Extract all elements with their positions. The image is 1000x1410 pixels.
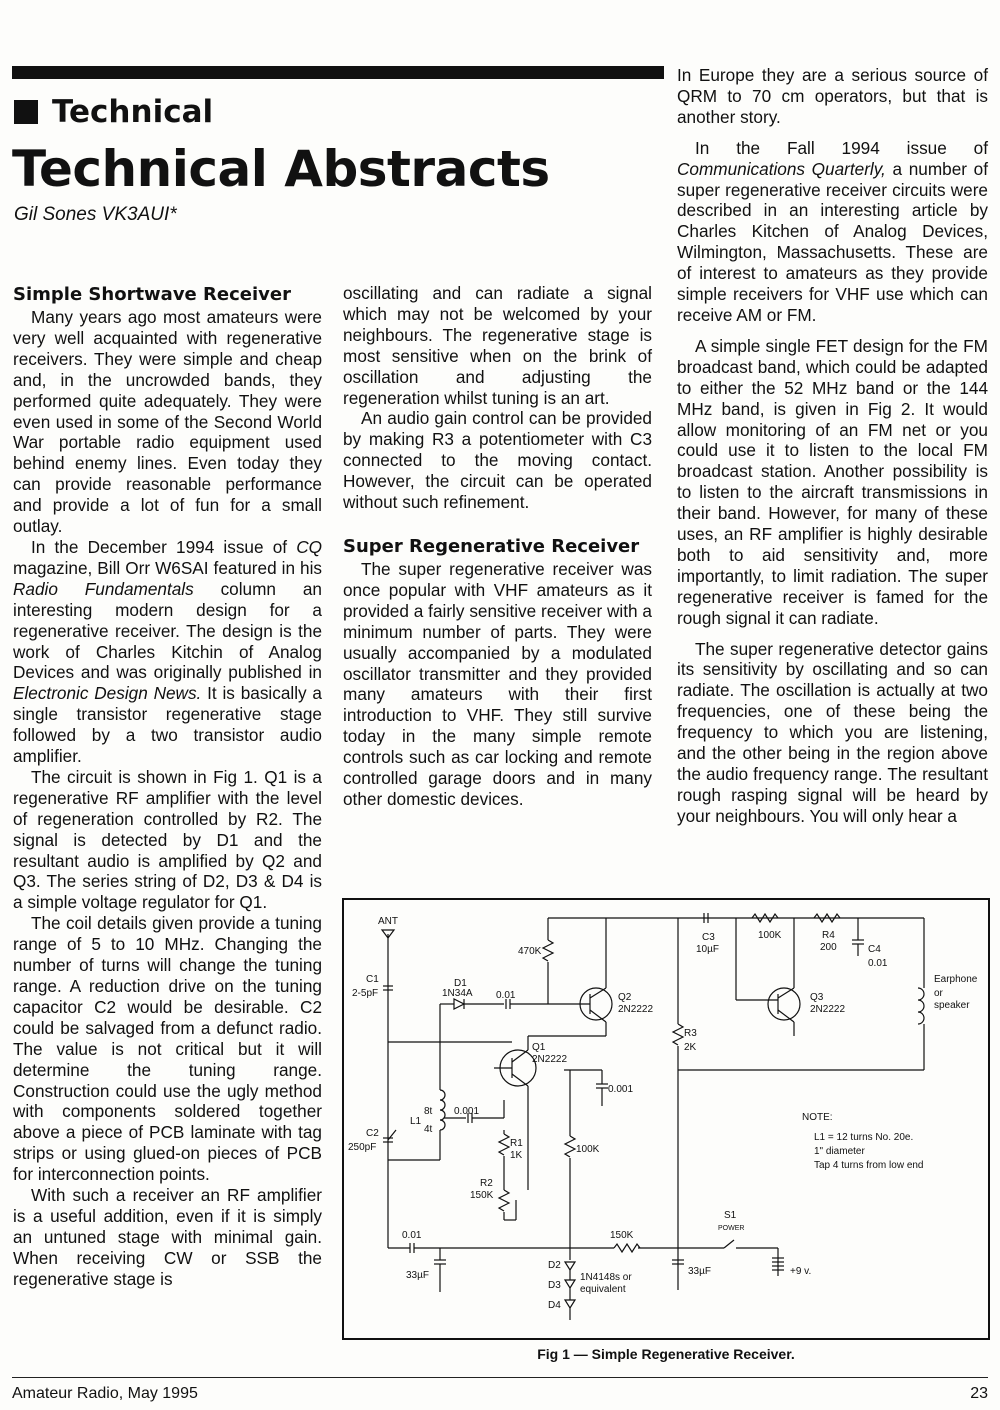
schematic-figure [342, 898, 990, 1340]
svg-text:2-5pF: 2-5pF [352, 988, 379, 999]
svg-text:33µF: 33µF [688, 1266, 711, 1277]
svg-text:470K: 470K [518, 946, 542, 957]
svg-text:200: 200 [820, 942, 837, 953]
svg-text:L1: L1 [410, 1116, 422, 1127]
footer-rule [12, 1377, 988, 1378]
svg-text:0.01: 0.01 [402, 1230, 422, 1241]
svg-text:Earphone: Earphone [934, 974, 978, 985]
heading-simple-shortwave-receiver: Simple Shortwave Receiver [13, 284, 291, 305]
svg-text:Q2: Q2 [618, 992, 632, 1003]
svg-text:1" diameter: 1" diameter [814, 1146, 865, 1157]
svg-text:R3: R3 [684, 1028, 697, 1039]
footer-publication: Amateur Radio, May 1995 [12, 1385, 198, 1402]
paragraph: oscillating and can radiate a signal which may not be welcomed by your neighbours. The regenerative stage is most sensitive when on the brink of oscillation and adjusting the regeneration whilst tuning is an art. [343, 283, 652, 408]
svg-text:2N2222: 2N2222 [532, 1054, 568, 1065]
paragraph: The coil details given provide a tuning range of 5 to 10 MHz. Changing the number of turns will change the tuning range. A reduction drive on the tuning capacitor C2 would be desirable. C2 could be salvaged from a defunct radio. The value is not critical but it will determine the tuning range. Construction could use the ugly method with components soldered together above a piece of PCB laminate with tag strips or using glued-on pieces of PCB for interconnection points. [13, 913, 322, 1185]
svg-text:0.001: 0.001 [454, 1106, 480, 1117]
page-title: Technical Abstracts [12, 140, 550, 198]
paragraph: Many years ago most amateurs were very well acquainted with regenerative receivers. They were simple and cheap and, in the uncrowded bands, they performed quite adequately. They were even used in some of the Second World War portable radio equipment used behind enemy lines. Even today they can provide reasonable performance and provide a lot of fun for a small outlay. [13, 307, 322, 537]
svg-text:10µF: 10µF [696, 944, 719, 955]
column-2 [343, 283, 652, 810]
paragraph: A simple single FET design for the FM broadcast band, which could be adapted to either the 52 MHz band or the 144 MHz band, is given in Fig 2. It would allow monitoring of an FM net or you could use it to listen to the local FM broadcast station. Another possibility is to listen to the aircraft transmissions in their band. However, for many of these uses, an RF amplifier is highly desirable both to aid sensitivity and, more importantly, to limit radiation. The super regenerative receiver is famed for the rough signal it can radiate. [677, 335, 988, 628]
svg-text:100K: 100K [576, 1144, 600, 1155]
column-3 [677, 65, 988, 827]
svg-text:Q1: Q1 [532, 1042, 546, 1053]
svg-text:ANT: ANT [378, 916, 398, 927]
svg-text:or: or [934, 988, 943, 999]
svg-text:C3: C3 [702, 932, 715, 943]
svg-text:4t: 4t [424, 1124, 433, 1135]
svg-text:2N2222: 2N2222 [810, 1004, 846, 1015]
paragraph: The super regenerative detector gains its sensitivity by oscillating and so can radiate. The oscillation is actually at two frequencies, one of these being the frequency to which you are listening, and the other being in the region above the audio frequency range. The resultant rough rasping signal will be heard by your neighbours. You will only hear a [677, 638, 988, 826]
svg-text:2K: 2K [684, 1042, 697, 1053]
figure-caption: Fig 1 — Simple Regenerative Receiver. [537, 1346, 795, 1362]
svg-text:speaker: speaker [934, 1000, 970, 1011]
svg-text:POWER: POWER [718, 1225, 745, 1232]
svg-text:Tap 4 turns from low end: Tap 4 turns from low end [814, 1160, 924, 1171]
svg-text:C1: C1 [366, 974, 379, 985]
svg-text:L1 = 12 turns No. 20e.: L1 = 12 turns No. 20e. [814, 1132, 914, 1143]
svg-text:C2: C2 [366, 1128, 379, 1139]
svg-text:D2: D2 [548, 1260, 561, 1271]
svg-text:R2: R2 [480, 1178, 493, 1189]
header-rule [12, 66, 664, 79]
paragraph: In the Fall 1994 issue of Communications Quarterly, a number of super regenerative receiver circuits were described in an interesting article by Charles Kitchen of Analog Devices, Wilmington, Massachusetts. These are of interest to amateurs as they provide simple receivers for VHF use which can receive AM or FM. [677, 137, 988, 325]
author-byline: Gil Sones VK3AUI* [14, 204, 177, 225]
svg-text:250pF: 250pF [348, 1142, 377, 1153]
svg-text:C4: C4 [868, 944, 881, 955]
svg-text:0.01: 0.01 [868, 958, 888, 969]
svg-text:1N4148s or: 1N4148s or [580, 1272, 632, 1283]
column-1 [13, 283, 322, 1290]
svg-text:D3: D3 [548, 1280, 561, 1291]
svg-text:equivalent: equivalent [580, 1284, 626, 1295]
svg-text:R4: R4 [822, 930, 835, 941]
square-bullet-icon [14, 100, 38, 124]
paragraph: The super regenerative receiver was once popular with VHF amateurs as it provided a fairly sensitive receiver with a minimum number of parts. They were usually accompanied by a modulated oscillator transmitter and they provided many amateurs with their first introduction to VHF. They still survive today in the many simple remote controls such as car locking and remote controlled garage doors and in many other domestic devices. [343, 558, 652, 809]
section-label: Technical [52, 94, 214, 130]
svg-text:2N2222: 2N2222 [618, 1004, 654, 1015]
svg-text:D4: D4 [548, 1300, 561, 1311]
svg-text:+9 v.: +9 v. [790, 1266, 812, 1277]
svg-text:D1: D1 [454, 978, 467, 989]
paragraph: In the December 1994 issue of CQ magazine, Bill Orr W6SAI featured in his Radio Fundamentals column an interesting modern design for a regenerative receiver. The design is the work of Charles Kitchin of Analog Devices and was originally published in Electronic Design News. It is basically a single transistor regenerative stage followed by a two transistor audio amplifier. [13, 536, 322, 767]
svg-text:8t: 8t [424, 1106, 433, 1117]
svg-text:0.001: 0.001 [608, 1084, 634, 1095]
svg-text:1K: 1K [510, 1150, 523, 1161]
svg-text:NOTE:: NOTE: [802, 1112, 833, 1123]
svg-text:Q3: Q3 [810, 992, 824, 1003]
svg-text:1N34A: 1N34A [442, 988, 473, 999]
svg-text:S1: S1 [724, 1210, 737, 1221]
paragraph: With such a receiver an RF amplifier is a useful addition, even if it is simply an untuned stage with minimal gain. When receiving CW or SSB the regenerative stage is [13, 1185, 322, 1289]
page-number: 23 [970, 1385, 988, 1402]
svg-text:100K: 100K [758, 930, 782, 941]
svg-text:0.01: 0.01 [496, 990, 516, 1001]
paragraph: An audio gain control can be provided by making R3 a potentiometer with C3 connected to the moving contact. However, the circuit can be operated without such refinement. [343, 408, 652, 513]
paragraph: The circuit is shown in Fig 1. Q1 is a regenerative RF amplifier with the level of regeneration controlled by R2. The signal is detected by D1 and the resultant audio is amplified by Q2 and Q3. The series string of D2, D3 & D4 is a simple voltage regulator for Q1. [13, 766, 322, 913]
svg-text:33µF: 33µF [406, 1270, 429, 1281]
heading-super-regenerative-receiver: Super Regenerative Receiver [343, 535, 640, 557]
schematic-diagram [344, 900, 988, 1338]
svg-text:R1: R1 [510, 1138, 523, 1149]
svg-text:150K: 150K [610, 1230, 634, 1241]
section-heading [14, 94, 213, 130]
paragraph: In Europe they are a serious source of QRM to 70 cm operators, but that is another story. [677, 65, 988, 127]
svg-text:150K: 150K [470, 1190, 494, 1201]
